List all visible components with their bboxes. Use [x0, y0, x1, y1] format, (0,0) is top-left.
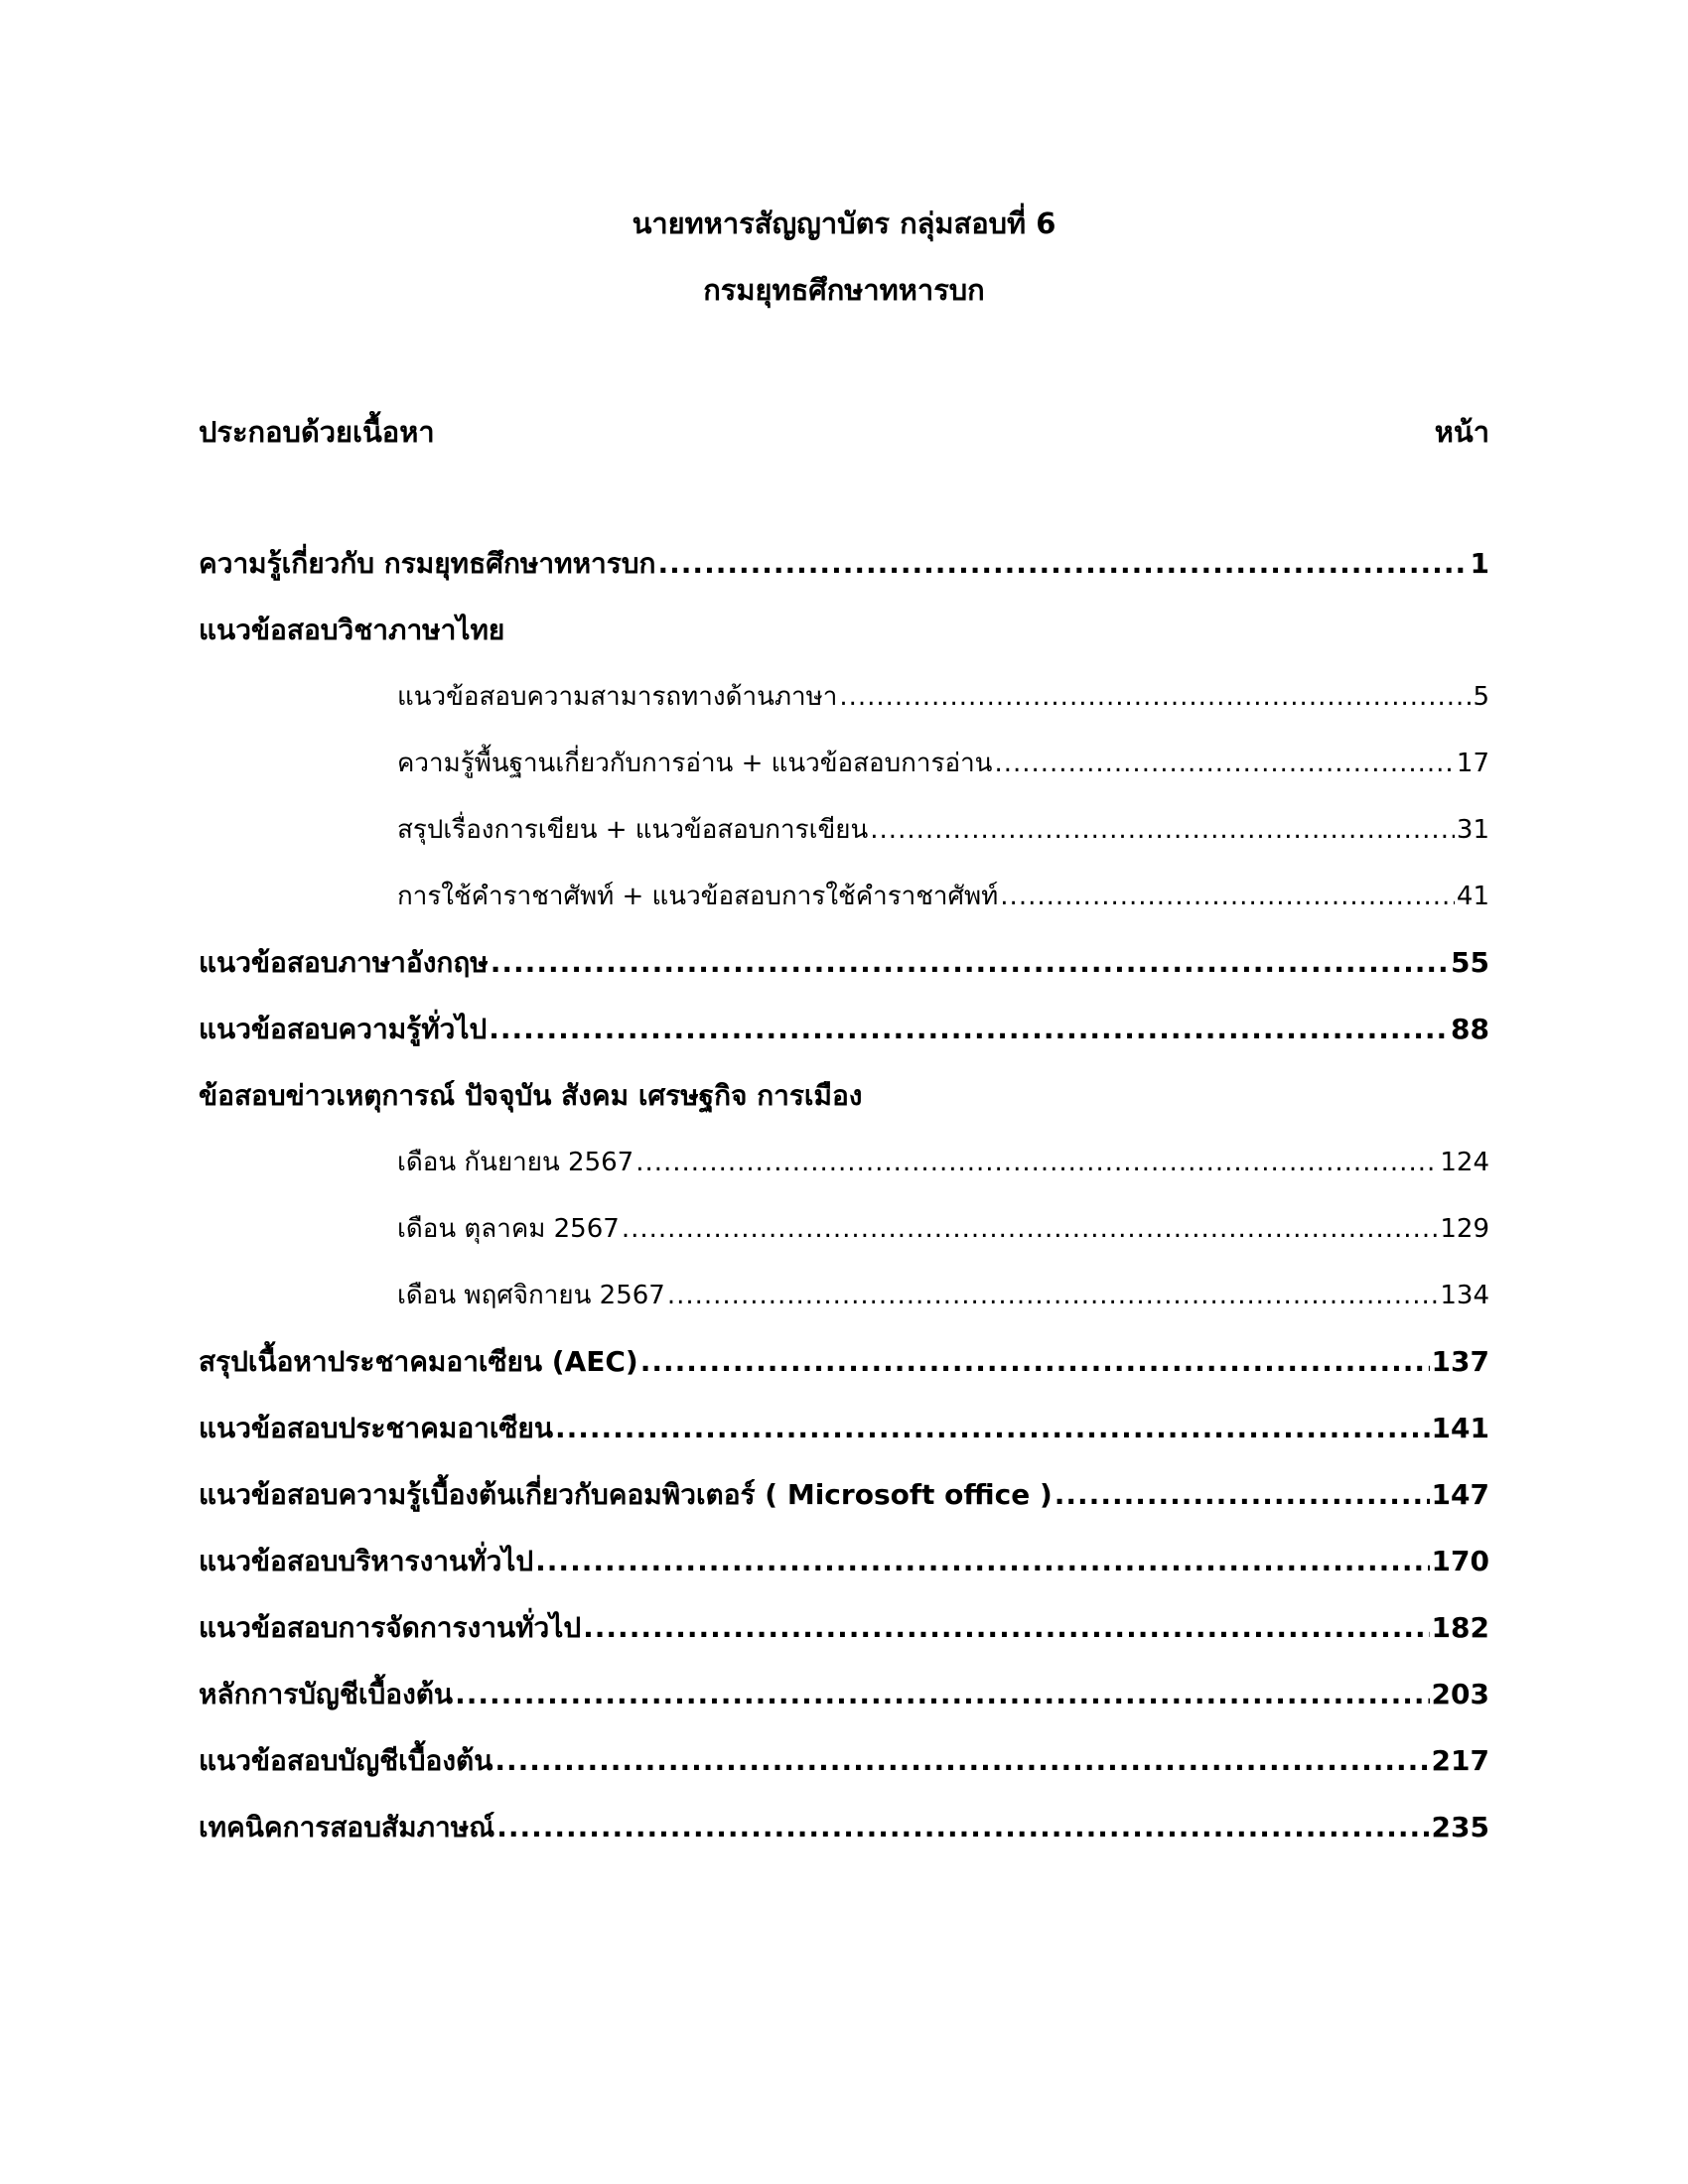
dot-leader: [496, 1808, 1429, 1847]
toc-entry-label: แนวข้อสอบวิชาภาษาไทย: [199, 614, 505, 646]
toc-entry: [199, 1675, 1489, 1741]
toc-subentry: [199, 877, 1489, 943]
dot-leader: [583, 1608, 1429, 1648]
dot-leader: [491, 943, 1449, 983]
toc-entry-page: 1: [1470, 547, 1489, 580]
toc-subentry: [199, 744, 1489, 810]
toc-header: [199, 412, 1489, 452]
toc-entry-page: 5: [1473, 682, 1489, 712]
toc-entry-label: ข้อสอบข่าวเหตุการณ์ ปัจจุบัน สังคม เศรษฐกิจ การเมือง: [199, 1079, 863, 1112]
toc-entry: [199, 1808, 1489, 1874]
dot-leader: [839, 677, 1471, 717]
toc-entry: [199, 1010, 1489, 1076]
toc-entry-page: 31: [1456, 815, 1489, 845]
toc-entry-page: 55: [1451, 946, 1489, 979]
dot-leader: [455, 1675, 1429, 1714]
toc-entry: [199, 544, 1489, 611]
toc-entry-page: 124: [1440, 1148, 1489, 1177]
toc-entry: [199, 1608, 1489, 1675]
toc-entry-page: 41: [1456, 882, 1489, 911]
toc-entry-page: 17: [1456, 749, 1489, 778]
toc-entry-label: ความรู้เกี่ยวกับ กรมยุทธศึกษาทหารบก: [199, 547, 656, 580]
toc-entry-label: หลักการบัญชีเบื้องต้น: [199, 1678, 454, 1710]
toc-subentry: [199, 1143, 1489, 1209]
dot-leader: [870, 810, 1455, 850]
toc-entry-label: แนวข้อสอบความรู้ทั่วไป: [199, 1013, 488, 1045]
toc-entry-label: แนวข้อสอบความรู้เบื้องต้นเกี่ยวกับคอมพิวเตอร์ ( Microsoft office ): [199, 1478, 1053, 1511]
toc-entry-page: 88: [1451, 1013, 1489, 1045]
dot-leader: [535, 1542, 1429, 1581]
toc-section-heading: [199, 1076, 1489, 1143]
toc-entry-page: 141: [1431, 1412, 1489, 1444]
document-title: นายทหารสัญญาบัตร กลุ่มสอบที่ 6: [632, 206, 1056, 240]
toc-entry-page: 235: [1431, 1811, 1489, 1843]
table-of-contents: [199, 544, 1489, 1874]
toc-entry-page: 137: [1431, 1345, 1489, 1378]
toc-entry-page: 147: [1431, 1478, 1489, 1511]
toc-subentry: [199, 810, 1489, 877]
toc-entry-label: แนวข้อสอบการจัดการงานทั่วไป: [199, 1611, 582, 1644]
toc-subentry: [199, 1276, 1489, 1342]
toc-entry: [199, 1741, 1489, 1808]
dot-leader: [635, 1143, 1438, 1182]
toc-subentry: [199, 677, 1489, 744]
toc-entry-label: แนวข้อสอบประชาคมอาเซียน: [199, 1412, 553, 1444]
toc-entry-label: แนวข้อสอบภาษาอังกฤษ: [199, 946, 489, 979]
toc-entry-label: แนวข้อสอบบริหารงานทั่วไป: [199, 1545, 534, 1577]
toc-entry-page: 129: [1440, 1214, 1489, 1244]
toc-entry-label: เทคนิคการสอบสัมภาษณ์: [199, 1811, 495, 1843]
toc-entry-label: ความรู้พื้นฐานเกี่ยวกับการอ่าน + แนวข้อสอบการอ่าน: [397, 749, 993, 778]
toc-entry-page: 203: [1431, 1678, 1489, 1710]
dot-leader: [994, 744, 1454, 783]
toc-entry-label: เดือน พฤศจิกายน 2567: [397, 1281, 665, 1310]
toc-entry-label: การใช้คำราชาศัพท์ + แนวข้อสอบการใช้คำราชาศัพท์: [397, 882, 999, 911]
toc-entry: [199, 1342, 1489, 1409]
toc-entry-page: 217: [1431, 1744, 1489, 1777]
toc-entry-page: 134: [1440, 1281, 1489, 1310]
dot-leader: [1055, 1475, 1430, 1515]
dot-leader: [1000, 877, 1455, 916]
contents-label: ประกอบด้วยเนื้อหา: [199, 415, 435, 449]
toc-entry: [199, 1475, 1489, 1542]
page-column-label: หน้า: [1434, 415, 1489, 449]
dot-leader: [667, 1276, 1439, 1315]
dot-leader: [658, 544, 1469, 584]
dot-leader: [555, 1409, 1430, 1448]
toc-entry-label: สรุปเนื้อหาประชาคมอาเซียน (AEC): [199, 1345, 638, 1378]
document-subtitle: กรมยุทธศึกษาทหารบก: [703, 273, 985, 307]
toc-entry: [199, 943, 1489, 1010]
toc-entry-page: 170: [1431, 1545, 1489, 1577]
toc-entry-page: 182: [1431, 1611, 1489, 1644]
toc-section-heading: [199, 611, 1489, 677]
toc-entry-label: เดือน ตุลาคม 2567: [397, 1214, 620, 1244]
toc-entry-label: แนวข้อสอบความสามารถทางด้านภาษา: [397, 682, 838, 712]
toc-entry-label: แนวข้อสอบบัญชีเบื้องต้น: [199, 1744, 493, 1777]
dot-leader: [640, 1342, 1430, 1382]
dot-leader: [489, 1010, 1449, 1049]
toc-entry-label: เดือน กันยายน 2567: [397, 1148, 634, 1177]
dot-leader: [622, 1209, 1439, 1249]
toc-entry: [199, 1409, 1489, 1475]
toc-subentry: [199, 1209, 1489, 1276]
dot-leader: [494, 1741, 1429, 1781]
toc-entry-label: สรุปเรื่องการเขียน + แนวข้อสอบการเขียน: [397, 815, 869, 845]
toc-entry: [199, 1542, 1489, 1608]
